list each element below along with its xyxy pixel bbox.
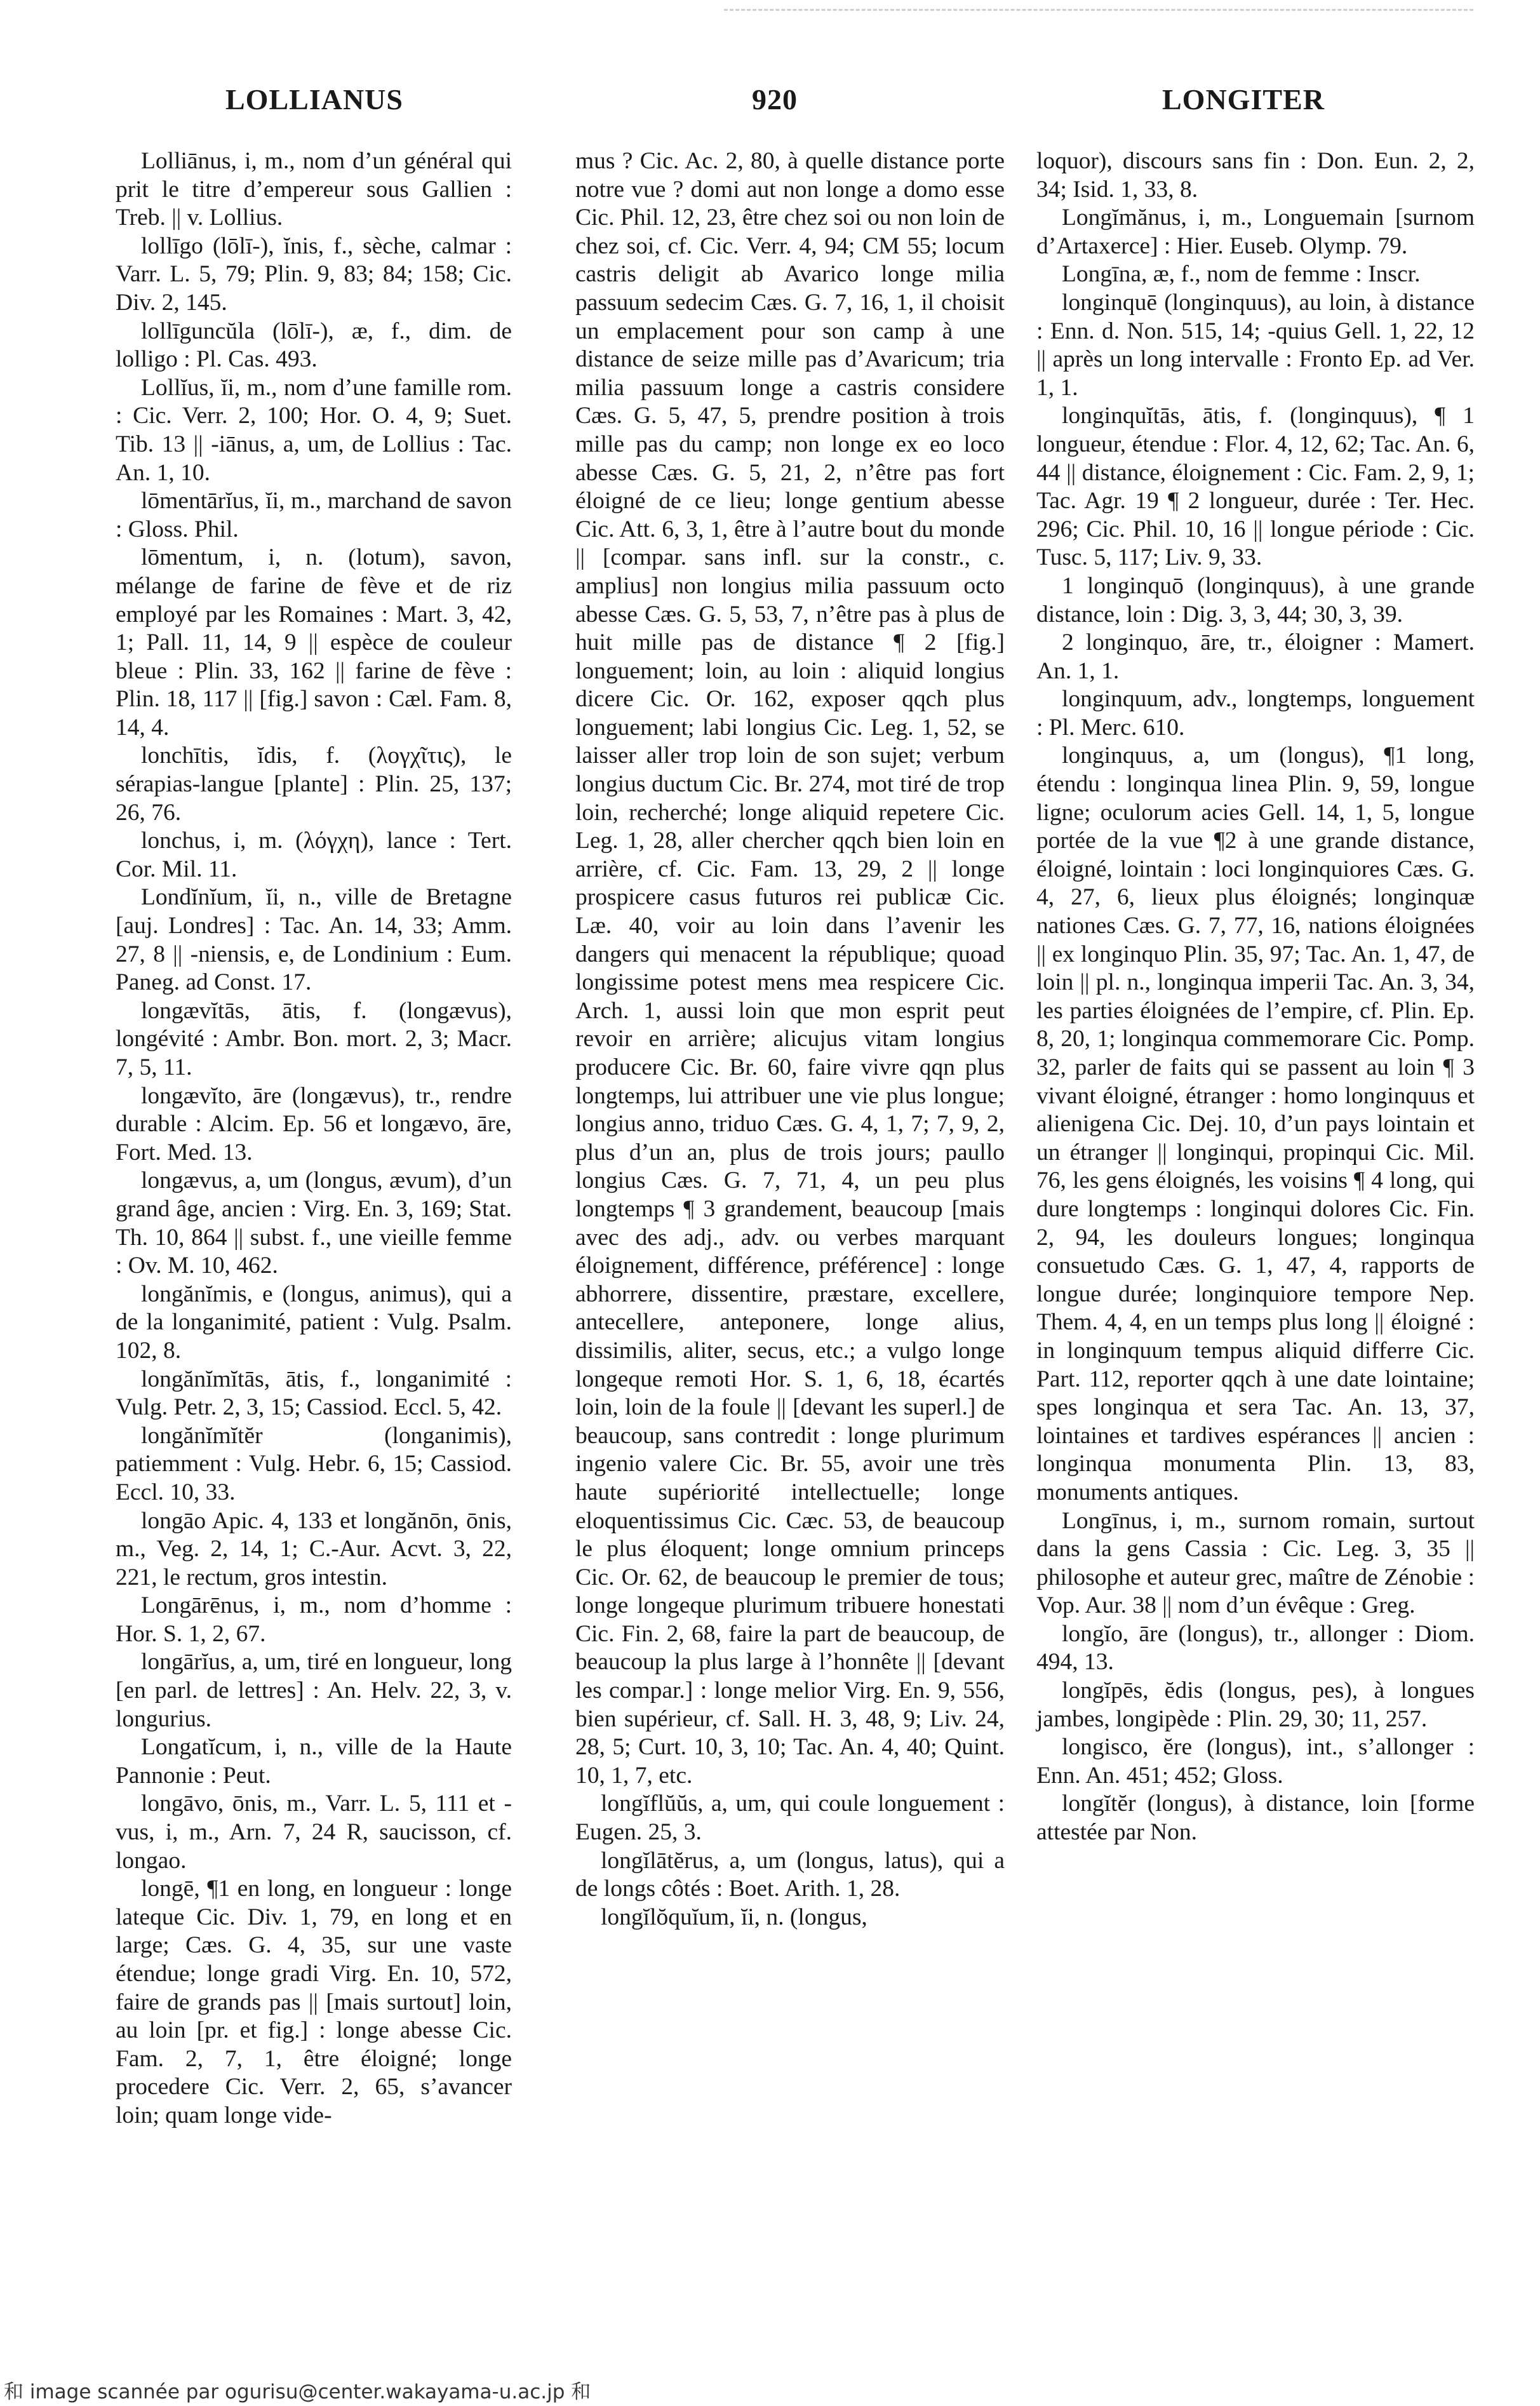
dictionary-entry: 2 longinquo, āre, tr., éloigner : Mamert. An. 1, 1. [1036,629,1475,684]
running-head-left: LOLLIANUS [225,83,403,116]
dictionary-entry: longĭlŏquĭum, ĭi, n. (longus, [601,1904,867,1930]
column-middle [575,147,1005,1932]
column-right [1036,147,1475,1847]
dictionary-entry: lollīguncŭla (lōlī-), æ, f., dim. de lolligo : Pl. Cas. 493. [116,318,512,373]
dictionary-entry: Longĭmănus, i, m., Longuemain [surnom d’Artaxerce] : Hier. Euseb. Olymp. 79. [1036,205,1475,259]
dictionary-entry: Longatĭcum, i, n., ville de la Haute Pannonie : Peut. [116,1734,512,1789]
dictionary-entry: longē, ¶1 en long, en longueur : longe lateque Cic. Div. 1, 79, en long et en large; Cæs. G. 4, 35, sur une vaste étendue; longe gradi Virg. En. 10, 572, faire de grands pas || [mais surtout] loin, au loin [pr. et fig.] : longe abesse Cic. Fam. 2, 7, 1, être éloigné; longe procedere Cic. Verr. 2, 65, s’avancer loin; quam longe vide- [116,1876,512,2128]
dictionary-entry: longĭtĕr (longus), à distance, loin [forme attestée par Non. [1036,1791,1475,1846]
running-head-right: LONGITER [1162,83,1325,116]
dictionary-entry: loquor), discours sans fin : Don. Eun. 2, 2, 34; Isid. 1, 33, 8. [1036,148,1475,203]
dictionary-entry: longævĭto, āre (longævus), tr., rendre durable : Alcim. Ep. 56 et longævo, āre, Fort. Med. 13. [116,1082,512,1166]
dictionary-entry: longănĭmĭtās, ātis, f., longanimité : Vulg. Petr. 2, 3, 15; Cassiod. Eccl. 5, 42. [116,1366,512,1421]
dictionary-entry: mus ? Cic. Ac. 2, 80, à quelle distance porte notre vue ? domi aut non longe a domo esse Cic. Phil. 12, 23, être chez soi ou non loin de chez soi, cf. Cic. Verr. 4, 94; CM 55; locum castris deligit ab Avarico longe milia passuum sedecim Cæs. G. 7, 16, 1, il choisit un emplacement pour son camp à une distance de seize mille pas d’Avaricum; tria milia passuum longe a castris considere Cæs. G. 5, 47, 5, prendre position à trois mille pas du camp; non longe ex eo loco abesse Cæs. G. 5, 21, 2, n’être pas fort éloigné de ce lieu; longe gentium abesse Cic. Att. 6, 3, 1, être à l’autre bout du monde || [compar. sans infl. sur la constr., c. amplius] non longius milia passuum octo abesse Cæs. G. 5, 53, 7, n’être pas à plus de huit mille pas de distance ¶ 2 [fig.] longuement; loin, au loin : aliquid longius dicere Cic. Or. 162, exposer qqch plus longuement; labi longius Cic. Leg. 1, 52, se laisser aller trop loin de son sujet; verbum longius ductum Cic. Br. 274, mot tiré de trop loin, recherché; longe aliquid repetere Cic. Leg. 1, 28, aller chercher qqch bien loin en arrière, cf. Cic. Fam. 13, 29, 2 || longe prospicere casus futuros rei publicæ Cic. Læ. 40, voir au loin dans l’avenir les dangers qui menacent la république; quoad longissime potest mens mea respicere Cic. Arch. 1, aussi loin que mon esprit peut revoir en arrière; alicujus vitam longius producere Cic. Br. 60, faire vivre qqn plus longtemps, lui attribuer une vie plus longue; longius anno, triduo Cæs. G. 4, 1, 7; 7, 9, 2, plus d’un an, plus de trois jours; paullo longius Cæs. G. 7, 71, 4, un peu plus longtemps ¶ 3 grandement, beaucoup [mais avec des adj., adv. ou verbes marquant éloignement, différence, préférence] : longe abhorrere, dissentire, præstare, excellere, antecellere, anteponere, longe alius, dissimilis, aliter, secus, etc.; a vulgo longe longeque remoti Hor. S. 1, 6, 18, écartés loin, loin de la foule || [devant les superl.] de beaucoup, sans contredit : longe plurimum ingenio valere Cic. Br. 55, avoir une très haute supériorité intellectuelle; longe eloquentissimus Cic. Cæc. 53, de beaucoup le plus éloquent; longe omnium princeps Cic. Or. 62, de beaucoup le premier de tous; longe longeque plurimum tribuere honestati Cic. Fin. 2, 68, faire la part de beaucoup, de beaucoup la plus large à l’honnête || [devant les compar.] : longe melior Virg. En. 9, 556, bien supérieur, cf. Sall. H. 3, 48, 9; Liv. 24, 28, 5; Curt. 10, 3, 10; Tac. An. 4, 40; Quint. 10, 1, 7, etc. [575,148,1005,1789]
dictionary-entry: lōmentārĭus, ĭi, m., marchand de savon : Gloss. Phil. [116,488,512,542]
dictionary-entry: Lolliānus, i, m., nom d’un général qui prit le titre d’empereur sous Gallien : Treb. || v. Lollius. [116,148,512,231]
dictionary-entry: longinquē (longinquus), au loin, à distance : Enn. d. Non. 515, 14; -quius Gell. 1, 22, 12 || après un long intervalle : Fronto Ep. ad Ver. 1, 1. [1036,289,1475,401]
page-header [0,83,1540,133]
dictionary-entry: longĭlātĕrus, a, um (longus, latus), qui a de longs côtés : Boet. Arith. 1, 28. [575,1847,1005,1902]
dictionary-entry: Longīna, æ, f., nom de femme : Inscr. [1062,261,1421,288]
dictionary-entry: longāvo, ōnis, m., Varr. L. 5, 111 et -vus, i, m., Arn. 7, 24 R, saucisson, cf. longao. [116,1791,512,1874]
dictionary-entry: Londĭnĭum, ĭi, n., ville de Bretagne [auj. Londres] : Tac. An. 14, 33; Amm. 27, 8 || -niensis, e, de Londinium : Eum. Paneg. ad Const. 17. [116,884,512,996]
page-number: 920 [752,83,798,116]
dictionary-entry: longĭo, āre (longus), tr., allonger : Diom. 494, 13. [1036,1620,1475,1676]
dictionary-entry: longinquĭtās, ātis, f. (longinquus), ¶ 1 longueur, étendue : Flor. 4, 12, 62; Tac. An. 6, 44 || distance, éloignement : Cic. Fam. 2, 9, 1; Tac. Agr. 19 ¶ 2 longueur, durée : Ter. Hec. 296; Cic. Phil. 10, 16 || longue période : Cic. Tusc. 5, 117; Liv. 9, 33. [1036,403,1475,571]
dictionary-entry: longārĭus, a, um, tiré en longueur, long [en parl. de lettres] : An. Helv. 22, 3, v. longurius. [116,1649,512,1732]
column-left [116,147,512,2130]
dictionary-entry: longĭpēs, ĕdis (longus, pes), à longues jambes, longipède : Plin. 29, 30; 11, 257. [1036,1677,1475,1732]
dictionary-entry: longănĭmĭtĕr (longanimis), patiemment : Vulg. Hebr. 6, 15; Cassiod. Eccl. 10, 33. [116,1422,512,1505]
dictionary-entry: longinquum, adv., longtemps, longuement : Pl. Merc. 610. [1036,686,1475,741]
dictionary-entry: longāo Apic. 4, 133 et longănōn, ōnis, m., Veg. 2, 14, 1; C.-Aur. Acvt. 3, 22, 221, le rectum, gros intestin. [116,1507,512,1590]
dictionary-entry: Longārēnus, i, m., nom d’homme : Hor. S. 1, 2, 67. [116,1592,512,1647]
dictionary-entry: longănĭmis, e (longus, animus), qui a de la longanimité, patient : Vulg. Psalm. 102, 8. [116,1280,512,1364]
dictionary-entry: lollīgo (lōlī-), ĭnis, f., sèche, calmar : Varr. L. 5, 79; Plin. 9, 83; 84; 158; Cic. Div. 2, 145. [116,232,512,316]
dictionary-entry: lonchus, i, m. (λόγχη), lance : Tert. Cor. Mil. 11. [116,828,512,882]
dictionary-entry: longævus, a, um (longus, ævum), d’un grand âge, ancien : Virg. En. 3, 169; Stat. Th. 10, 864 || subst. f., une vieille femme : Ov. M. 10, 462. [116,1167,512,1279]
top-scan-rule [724,9,1473,13]
dictionary-entry: longinquus, a, um (longus), ¶1 long, étendu : longinqua linea Plin. 9, 59, longue ligne; oculorum acies Gell. 14, 1, 5, longue portée de la vue ¶2 à une grande distance, éloigné, lointain : loci longinquiores Cæs. G. 4, 27, 6, lieux plus éloignés; longinquæ nationes Cæs. G. 7, 77, 16, nations éloignées || ex longinquo Plin. 35, 97; Tac. An. 1, 47, de loin || pl. n., longinqua imperii Tac. An. 3, 34, les parties éloignées de l’empire, cf. Plin. Ep. 8, 20, 1; longinqua commemorare Cic. Pomp. 32, parler de faits qui se passent au loin ¶ 3 vivant éloigné, étranger : homo longinquus et alienigena Cic. Dej. 10, d’un pays lointain et un étranger || longinqui, propinqui Cic. Mil. 76, les gens éloignés, les voisins ¶ 4 long, qui dure longtemps : longinqui dolores Cic. Fin. 2, 94, les douleurs longues; longinqua consuetudo Cæs. G. 1, 47, 4, rapports de longue durée; longinquiore tempore Nep. Them. 4, 4, en un temps plus long || éloigné : in longinquum tempus aliquid differre Cic. Part. 112, reporter qqch à une date lointaine; spes longinqua et sera Tac. An. 13, 37, lointaines et tardives espérances || ancien : longinqua monumenta Plin. 13, 83, monuments antiques. [1036,743,1475,1505]
dictionary-entry: Lollĭus, ĭi, m., nom d’une famille rom. : Cic. Verr. 2, 100; Hor. O. 4, 9; Suet. Tib. 13 || -iānus, a, um, de Lollius : Tac. An. 1, 10. [116,374,512,486]
dictionary-entry: longisco, ĕre (longus), int., s’allonger : Enn. An. 451; 452; Gloss. [1036,1734,1475,1789]
dictionary-entry: 1 longinquō (longinquus), à une grande distance, loin : Dig. 3, 3, 44; 30, 3, 39. [1036,572,1475,628]
dictionary-entry: lonchītis, ĭdis, f. (λογχῖτις), le sérapias-langue [plante] : Plin. 25, 137; 26, 76. [116,743,512,826]
dictionary-entry: Longīnus, i, m., surnom romain, surtout dans la gens Cassia : Cic. Leg. 3, 35 || philosophe et auteur grec, maître de Zénobie : Vop. Aur. 38 || nom d’un évêque : Greg. [1036,1507,1475,1619]
dictionary-entry: lōmentum, i, n. (lotum), savon, mélange de farine de fève et de riz employé par les Romaines : Mart. 3, 42, 1; Pall. 11, 14, 9 || espèce de couleur bleue : Plin. 33, 162 || farine de fève : Plin. 18, 117 || [fig.] savon : Cæl. Fam. 8, 14, 4. [116,544,512,741]
scan-credit: 和 image scannée par ogurisu@center.wakayama-u.ac.jp 和 [4,2381,591,2403]
dictionary-entry: longævĭtās, ātis, f. (longævus), longévité : Ambr. Bon. mort. 2, 3; Macr. 7, 5, 11. [116,997,512,1080]
dictionary-entry: longĭflŭŭs, a, um, qui coule longuement : Eugen. 25, 3. [575,1791,1005,1846]
